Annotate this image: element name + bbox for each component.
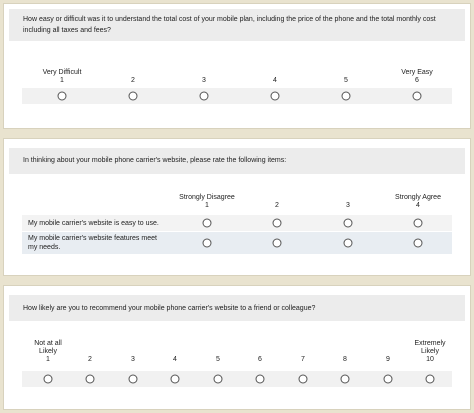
scale-option-radio-1[interactable]	[44, 375, 53, 384]
scale-column-label	[202, 77, 206, 85]
matrix-column-label-line: 3	[346, 202, 350, 209]
matrix-column-label-line: Strongly Agree	[395, 194, 441, 201]
matrix-row-label: My mobile carrier's website features meet my needs.	[28, 235, 157, 251]
matrix-row2-option-radio-1[interactable]	[203, 239, 212, 248]
question-3-panel	[3, 285, 471, 410]
scale-option-radio-8[interactable]	[341, 375, 350, 384]
question-1-scale	[22, 66, 452, 110]
question-3-scale	[22, 340, 452, 394]
matrix-row2-option-radio-4[interactable]	[414, 239, 423, 248]
scale-column-label-line: Very Difficult	[42, 69, 82, 76]
scale-option-radio-4[interactable]	[271, 92, 280, 101]
scale-option-radio-5[interactable]	[342, 92, 351, 101]
scale-option-radio-3[interactable]	[129, 375, 138, 384]
scale-option-radio-7[interactable]	[299, 375, 308, 384]
matrix-column-label-line: 2	[275, 202, 279, 209]
scale-column-label	[401, 69, 433, 85]
scale-column-label-line: 3	[131, 356, 135, 363]
scale-column-label-line: 5	[216, 356, 220, 363]
scale-column-label-line: Not at all	[34, 340, 62, 347]
question-1-panel	[3, 3, 471, 129]
scale-column-label-line: Likely	[421, 348, 439, 355]
scale-column-label	[216, 356, 220, 364]
matrix-row2-option-radio-2[interactable]	[273, 239, 282, 248]
question-1-radio-row	[22, 88, 452, 104]
question-2-matrix	[22, 192, 452, 260]
matrix-column-label	[395, 194, 441, 210]
scale-column-label	[131, 356, 135, 364]
scale-column-label-line: 5	[344, 77, 348, 84]
matrix-column-label	[275, 202, 279, 210]
scale-option-radio-1[interactable]	[58, 92, 67, 101]
matrix-row-label: My mobile carrier's website is easy to use.	[28, 220, 159, 227]
scale-column-label-line: 9	[386, 356, 390, 363]
scale-column-label-line: 2	[88, 356, 92, 363]
scale-column-label	[173, 356, 177, 364]
scale-column-label	[386, 356, 390, 364]
scale-column-label-line: Extremely	[414, 340, 446, 347]
scale-column-label	[34, 340, 62, 364]
question-2-text: In thinking about your mobile phone carrier's website, please rate the following items:	[9, 148, 465, 174]
scale-option-radio-10[interactable]	[426, 375, 435, 384]
matrix-column-label	[346, 202, 350, 210]
matrix-row	[22, 232, 452, 254]
scale-option-radio-2[interactable]	[129, 92, 138, 101]
scale-column-label-line: 2	[131, 77, 135, 84]
scale-column-label-line: 10	[426, 356, 434, 363]
scale-column-label	[258, 356, 262, 364]
scale-column-label-line: 1	[60, 77, 64, 84]
scale-column-label	[301, 356, 305, 364]
question-1-text: How easy or difficult was it to understand the total cost of your mobile plan, including the price of the phone and the total monthly cost including all taxes and fees?	[9, 9, 465, 41]
scale-column-label-line: 6	[258, 356, 262, 363]
scale-column-label	[88, 356, 92, 364]
scale-column-label	[414, 340, 445, 364]
scale-column-label-line: 3	[202, 77, 206, 84]
scale-option-radio-9[interactable]	[384, 375, 393, 384]
scale-column-label	[344, 77, 348, 85]
scale-column-label-line: 7	[301, 356, 305, 363]
scale-column-label	[343, 356, 347, 364]
scale-option-radio-3[interactable]	[200, 92, 209, 101]
scale-column-label	[43, 69, 82, 85]
question-3-text: How likely are you to recommend your mobile phone carrier's website to a friend or colleague?	[9, 295, 465, 321]
scale-option-radio-2[interactable]	[86, 375, 95, 384]
scale-column-label-line: 6	[415, 77, 419, 84]
matrix-column-label-line: 4	[416, 202, 420, 209]
scale-option-radio-6[interactable]	[413, 92, 422, 101]
scale-column-label	[273, 77, 277, 85]
scale-column-label	[131, 77, 135, 85]
scale-column-label-line: 8	[343, 356, 347, 363]
scale-column-label-line: Very Easy	[401, 69, 433, 76]
matrix-row1-option-radio-2[interactable]	[273, 219, 282, 228]
matrix-row1-option-radio-1[interactable]	[203, 219, 212, 228]
scale-option-radio-6[interactable]	[256, 375, 265, 384]
scale-option-radio-5[interactable]	[214, 375, 223, 384]
scale-column-label-line: 4	[173, 356, 177, 363]
matrix-row1-option-radio-4[interactable]	[414, 219, 423, 228]
matrix-row1-option-radio-3[interactable]	[344, 219, 353, 228]
matrix-row2-option-radio-3[interactable]	[344, 239, 353, 248]
question-2-panel	[3, 138, 471, 276]
matrix-column-label-line: Strongly Disagree	[179, 194, 235, 201]
question-3-radio-row	[22, 371, 452, 387]
matrix-column-label-line: 1	[205, 202, 209, 209]
scale-option-radio-4[interactable]	[171, 375, 180, 384]
scale-column-label-line: Likely	[39, 348, 57, 355]
matrix-column-label	[179, 194, 235, 210]
scale-column-label-line: 4	[273, 77, 277, 84]
scale-column-label-line: 1	[46, 356, 50, 363]
matrix-row	[22, 215, 452, 231]
